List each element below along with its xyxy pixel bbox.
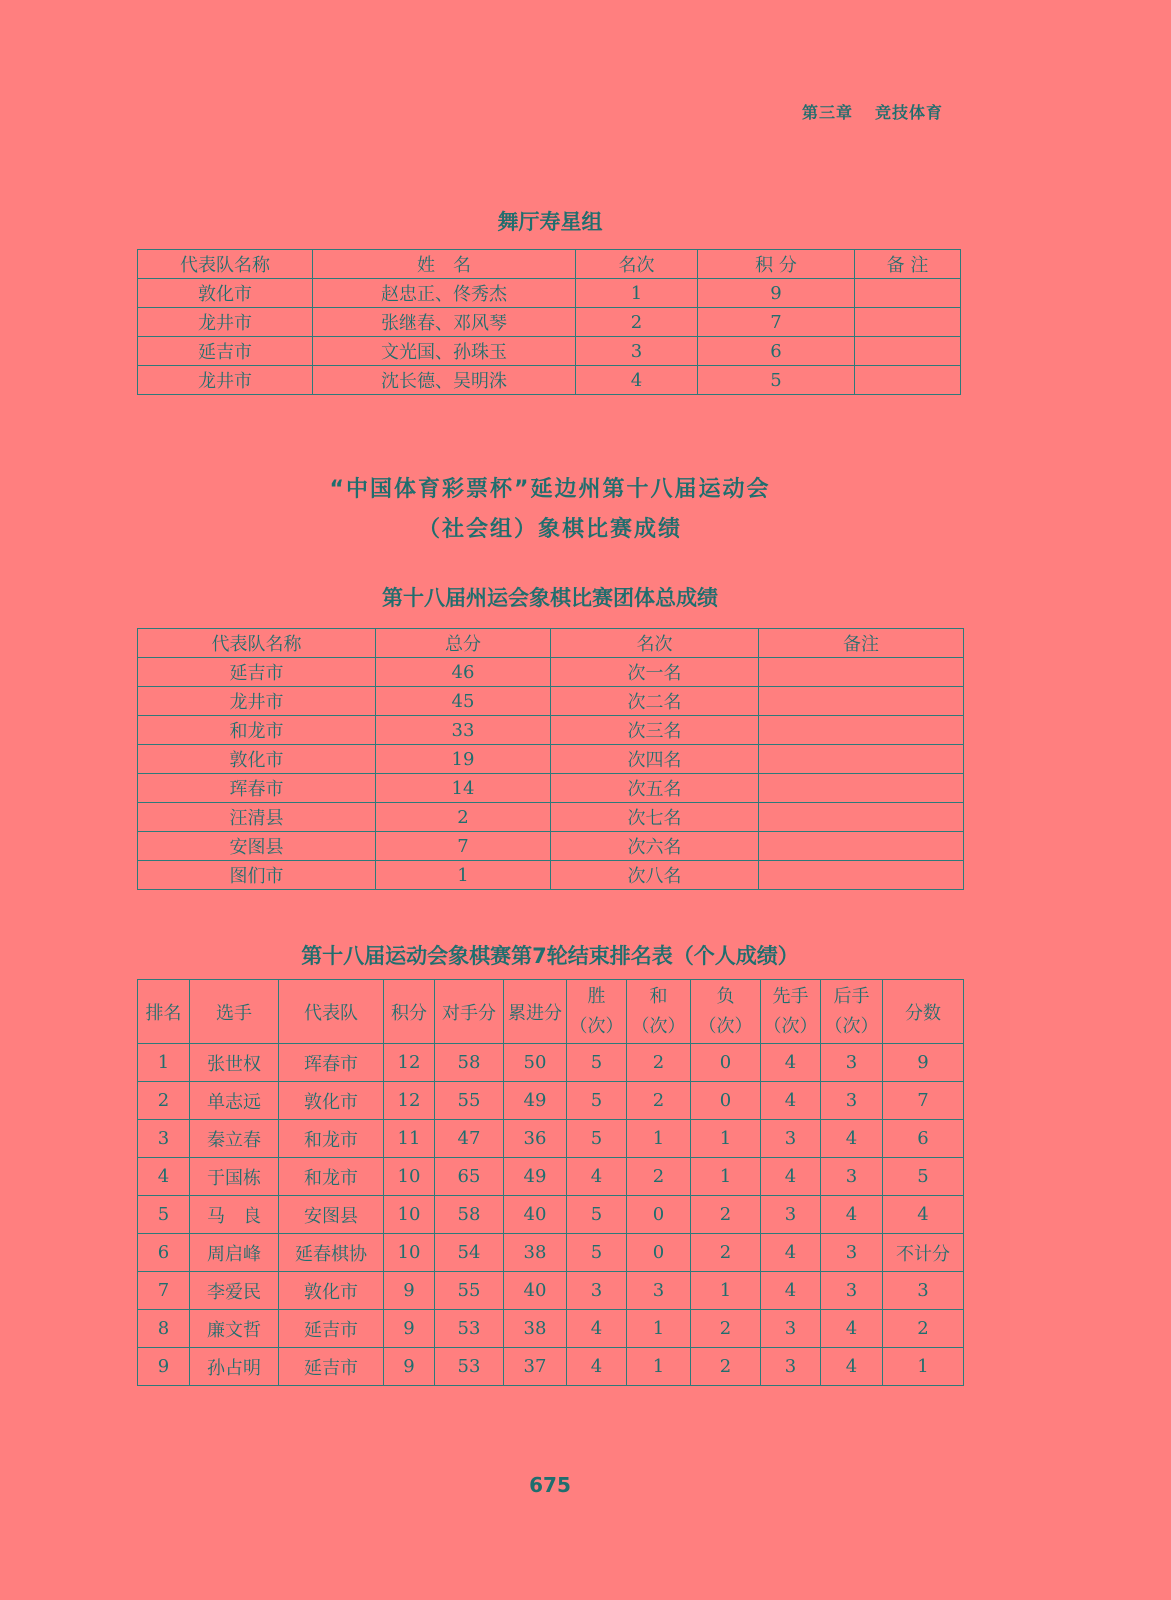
table-cell: 4	[761, 1272, 821, 1310]
table-cell	[759, 832, 964, 861]
table-row	[138, 279, 961, 308]
column-header: 总分	[376, 629, 551, 658]
table-cell: 2	[627, 1082, 691, 1120]
table-cell: 文光国、孙珠玉	[313, 337, 576, 366]
column-header: 备 注	[855, 250, 961, 279]
table-cell: 0	[691, 1082, 761, 1120]
table-cell: 龙井市	[138, 687, 376, 716]
table-cell: 3	[761, 1348, 821, 1386]
table-cell	[855, 366, 961, 395]
table-cell: 1	[376, 861, 551, 890]
table-cell: 11	[384, 1120, 435, 1158]
table-cell: 2	[691, 1348, 761, 1386]
table-cell: 54	[435, 1234, 504, 1272]
table-cell: 38	[504, 1234, 567, 1272]
table-cell: 1	[576, 279, 698, 308]
table-cell: 8	[138, 1310, 190, 1348]
table-cell	[759, 803, 964, 832]
table-row	[138, 1310, 964, 1348]
table-cell: 马 良	[190, 1196, 279, 1234]
table-cell: 10	[384, 1234, 435, 1272]
table-cell: 2	[627, 1044, 691, 1082]
table-row	[138, 658, 964, 687]
table-cell: 53	[435, 1348, 504, 1386]
table-cell	[855, 308, 961, 337]
column-header	[279, 980, 384, 1044]
table-cell: 55	[435, 1272, 504, 1310]
table-cell: 安图县	[138, 832, 376, 861]
table-cell: 5	[138, 1196, 190, 1234]
table-row	[138, 337, 961, 366]
table-cell: 珲春市	[279, 1044, 384, 1082]
table-cell: 1	[883, 1348, 964, 1386]
table-cell: 55	[435, 1082, 504, 1120]
main-title-line1: “中国体育彩票杯”延边州第十八届运动会	[329, 477, 771, 502]
table-cell: 6	[138, 1234, 190, 1272]
table-cell: 58	[435, 1196, 504, 1234]
team-title: 第十八届州运会象棋比赛团体总成绩	[382, 586, 718, 610]
column-header-line: （次）	[631, 1015, 686, 1037]
table-cell: 1	[627, 1310, 691, 1348]
column-header-line: 累进分	[508, 1002, 562, 1024]
table-cell: 37	[504, 1348, 567, 1386]
column-header-line: （次）	[824, 1015, 879, 1037]
table-cell: 敦化市	[279, 1082, 384, 1120]
column-header-line: 分数	[905, 1002, 941, 1024]
table-cell: 3	[761, 1310, 821, 1348]
header-row	[138, 629, 964, 658]
table-cell: 和龙市	[138, 716, 376, 745]
table-row	[138, 1044, 964, 1082]
table-cell: 图们市	[138, 861, 376, 890]
table-cell: 3	[883, 1272, 964, 1310]
table-cell: 李爱民	[190, 1272, 279, 1310]
table-row	[138, 1196, 964, 1234]
table-cell: 53	[435, 1310, 504, 1348]
column-header	[821, 980, 883, 1044]
table-cell: 46	[376, 658, 551, 687]
table-cell: 龙井市	[138, 308, 313, 337]
table-cell: 和龙市	[279, 1120, 384, 1158]
table-cell: 2	[576, 308, 698, 337]
table-cell: 5	[698, 366, 855, 395]
column-header	[384, 980, 435, 1044]
column-header-line: 排名	[145, 1002, 182, 1024]
table-cell: 次八名	[551, 861, 759, 890]
table-cell: 0	[691, 1044, 761, 1082]
table-cell: 3	[761, 1196, 821, 1234]
table-cell: 58	[435, 1044, 504, 1082]
table-cell: 1	[691, 1158, 761, 1196]
table-cell: 4	[821, 1120, 883, 1158]
table-row	[138, 832, 964, 861]
column-header-line: 对手分	[442, 1002, 496, 1024]
table-cell: 65	[435, 1158, 504, 1196]
ballroom-title: 舞厅寿星组	[497, 210, 603, 234]
table-cell: 龙井市	[138, 366, 313, 395]
column-header	[761, 980, 821, 1044]
table-cell: 秦立春	[190, 1120, 279, 1158]
table-cell: 12	[384, 1044, 435, 1082]
table-cell: 45	[376, 687, 551, 716]
table-cell: 4	[761, 1082, 821, 1120]
table-cell: 5	[567, 1234, 627, 1272]
table-cell: 10	[384, 1158, 435, 1196]
table-cell: 3	[627, 1272, 691, 1310]
column-header-line: （次）	[763, 1015, 818, 1037]
column-header: 姓 名	[313, 250, 576, 279]
table-cell: 单志远	[190, 1082, 279, 1120]
column-header-line: 和	[649, 985, 668, 1007]
table-cell: 9	[384, 1272, 435, 1310]
column-header-line: 积分	[391, 1002, 427, 1024]
table-cell: 4	[883, 1196, 964, 1234]
table-cell	[855, 337, 961, 366]
table-cell: 安图县	[279, 1196, 384, 1234]
table-cell: 周启峰	[190, 1234, 279, 1272]
table-cell: 次五名	[551, 774, 759, 803]
table-cell: 4	[761, 1234, 821, 1272]
table-row	[138, 1234, 964, 1272]
table-row	[138, 803, 964, 832]
column-header: 备注	[759, 629, 964, 658]
table-cell: 敦化市	[138, 279, 313, 308]
table-cell	[759, 716, 964, 745]
column-header: 代表队名称	[138, 629, 376, 658]
table-cell: 36	[504, 1120, 567, 1158]
table-cell: 延吉市	[279, 1310, 384, 1348]
table-cell: 3	[821, 1044, 883, 1082]
table-cell: 0	[627, 1196, 691, 1234]
individual-title: 第十八届运动会象棋赛第7轮结束排名表（个人成绩）	[301, 944, 799, 968]
column-header: 积 分	[698, 250, 855, 279]
column-header	[138, 980, 190, 1044]
individual-table	[137, 979, 964, 1386]
table-row	[138, 861, 964, 890]
table-cell: 4	[567, 1348, 627, 1386]
table-cell: 50	[504, 1044, 567, 1082]
table-cell: 7	[883, 1082, 964, 1120]
column-header-line: 胜	[587, 985, 606, 1007]
table-cell: 延吉市	[138, 658, 376, 687]
table-cell: 47	[435, 1120, 504, 1158]
table-cell: 9	[698, 279, 855, 308]
table-cell: 敦化市	[279, 1272, 384, 1310]
table-cell: 4	[567, 1310, 627, 1348]
table-cell: 7	[138, 1272, 190, 1310]
table-cell: 2	[138, 1082, 190, 1120]
table-cell: 5	[567, 1120, 627, 1158]
table-cell: 珲春市	[138, 774, 376, 803]
column-header	[435, 980, 504, 1044]
page-number: 675	[529, 1473, 571, 1497]
team-table	[137, 628, 964, 890]
table-cell: 6	[883, 1120, 964, 1158]
table-cell: 3	[576, 337, 698, 366]
table-cell: 19	[376, 745, 551, 774]
table-row	[138, 1120, 964, 1158]
column-header	[504, 980, 567, 1044]
column-header-line: 后手	[833, 985, 870, 1007]
table-cell: 4	[821, 1196, 883, 1234]
table-row	[138, 366, 961, 395]
table-cell: 0	[627, 1234, 691, 1272]
column-header	[691, 980, 761, 1044]
table-cell: 汪清县	[138, 803, 376, 832]
table-cell: 赵忠正、佟秀杰	[313, 279, 576, 308]
column-header: 代表队名称	[138, 250, 313, 279]
table-cell: 49	[504, 1082, 567, 1120]
table-row	[138, 1272, 964, 1310]
table-cell: 2	[691, 1310, 761, 1348]
table-cell	[759, 687, 964, 716]
table-cell: 孙占明	[190, 1348, 279, 1386]
column-header: 名次	[576, 250, 698, 279]
table-cell: 1	[627, 1348, 691, 1386]
table-cell: 3	[821, 1082, 883, 1120]
column-header	[883, 980, 964, 1044]
table-cell: 次三名	[551, 716, 759, 745]
table-cell: 49	[504, 1158, 567, 1196]
table-row	[138, 774, 964, 803]
table-cell: 张世权	[190, 1044, 279, 1082]
table-cell: 5	[567, 1044, 627, 1082]
table-cell: 1	[691, 1120, 761, 1158]
table-cell: 次四名	[551, 745, 759, 774]
table-cell: 3	[821, 1272, 883, 1310]
table-cell	[759, 861, 964, 890]
table-cell: 7	[698, 308, 855, 337]
table-cell: 3	[761, 1120, 821, 1158]
table-cell: 33	[376, 716, 551, 745]
column-header	[567, 980, 627, 1044]
column-header-line: 选手	[216, 1002, 252, 1024]
table-cell: 4	[761, 1158, 821, 1196]
table-row	[138, 308, 961, 337]
table-cell: 5	[567, 1082, 627, 1120]
header-row	[138, 980, 964, 1044]
table-cell: 敦化市	[138, 745, 376, 774]
table-cell: 4	[138, 1158, 190, 1196]
table-cell: 9	[384, 1310, 435, 1348]
table-cell: 9	[138, 1348, 190, 1386]
column-header-line: 代表队	[304, 1002, 358, 1024]
column-header-line: （次）	[698, 1015, 753, 1037]
table-row	[138, 1082, 964, 1120]
table-cell: 廉文哲	[190, 1310, 279, 1348]
table-cell: 和龙市	[279, 1158, 384, 1196]
column-header	[190, 980, 279, 1044]
table-cell	[855, 279, 961, 308]
table-cell: 3	[821, 1234, 883, 1272]
table-cell: 1	[627, 1120, 691, 1158]
column-header-line: （次）	[569, 1015, 624, 1037]
column-header	[627, 980, 691, 1044]
table-cell: 38	[504, 1310, 567, 1348]
table-cell: 7	[376, 832, 551, 861]
table-cell: 2	[691, 1196, 761, 1234]
table-cell: 9	[384, 1348, 435, 1386]
table-row	[138, 1158, 964, 1196]
table-cell: 于国栋	[190, 1158, 279, 1196]
table-row	[138, 745, 964, 774]
table-cell: 4	[821, 1310, 883, 1348]
table-cell: 6	[698, 337, 855, 366]
table-cell: 12	[384, 1082, 435, 1120]
chapter-label: 第三章	[801, 103, 853, 122]
table-cell: 张继春、邓风琴	[313, 308, 576, 337]
table-cell: 2	[627, 1158, 691, 1196]
header-row	[138, 250, 961, 279]
table-cell: 4	[761, 1044, 821, 1082]
table-cell: 1	[138, 1044, 190, 1082]
table-cell: 5	[883, 1158, 964, 1196]
table-cell: 延春棋协	[279, 1234, 384, 1272]
ballroom-table	[137, 249, 961, 395]
table-cell: 10	[384, 1196, 435, 1234]
column-header-line: 先手	[772, 985, 809, 1007]
table-cell: 次六名	[551, 832, 759, 861]
table-row	[138, 687, 964, 716]
table-cell: 14	[376, 774, 551, 803]
table-cell: 次二名	[551, 687, 759, 716]
table-cell: 3	[567, 1272, 627, 1310]
table-cell: 不计分	[883, 1234, 964, 1272]
table-cell: 4	[821, 1348, 883, 1386]
table-cell	[759, 658, 964, 687]
table-cell: 2	[883, 1310, 964, 1348]
table-cell: 沈长德、吴明洙	[313, 366, 576, 395]
table-cell: 3	[138, 1120, 190, 1158]
table-row	[138, 716, 964, 745]
table-cell: 次一名	[551, 658, 759, 687]
table-cell: 3	[821, 1158, 883, 1196]
table-cell: 延吉市	[279, 1348, 384, 1386]
column-header-line: 负	[716, 985, 735, 1007]
table-cell: 9	[883, 1044, 964, 1082]
table-cell: 延吉市	[138, 337, 313, 366]
table-cell	[759, 745, 964, 774]
table-cell: 4	[576, 366, 698, 395]
table-cell: 1	[691, 1272, 761, 1310]
running-header	[802, 100, 943, 123]
table-cell: 2	[691, 1234, 761, 1272]
column-header: 名次	[551, 629, 759, 658]
table-cell: 次七名	[551, 803, 759, 832]
table-cell: 40	[504, 1272, 567, 1310]
main-title-line2: （社会组）象棋比赛成绩	[417, 517, 682, 542]
table-cell: 40	[504, 1196, 567, 1234]
table-row	[138, 1348, 964, 1386]
table-cell: 4	[567, 1158, 627, 1196]
section-label: 竞技体育	[874, 103, 943, 122]
table-cell: 2	[376, 803, 551, 832]
table-cell	[759, 774, 964, 803]
table-cell: 5	[567, 1196, 627, 1234]
